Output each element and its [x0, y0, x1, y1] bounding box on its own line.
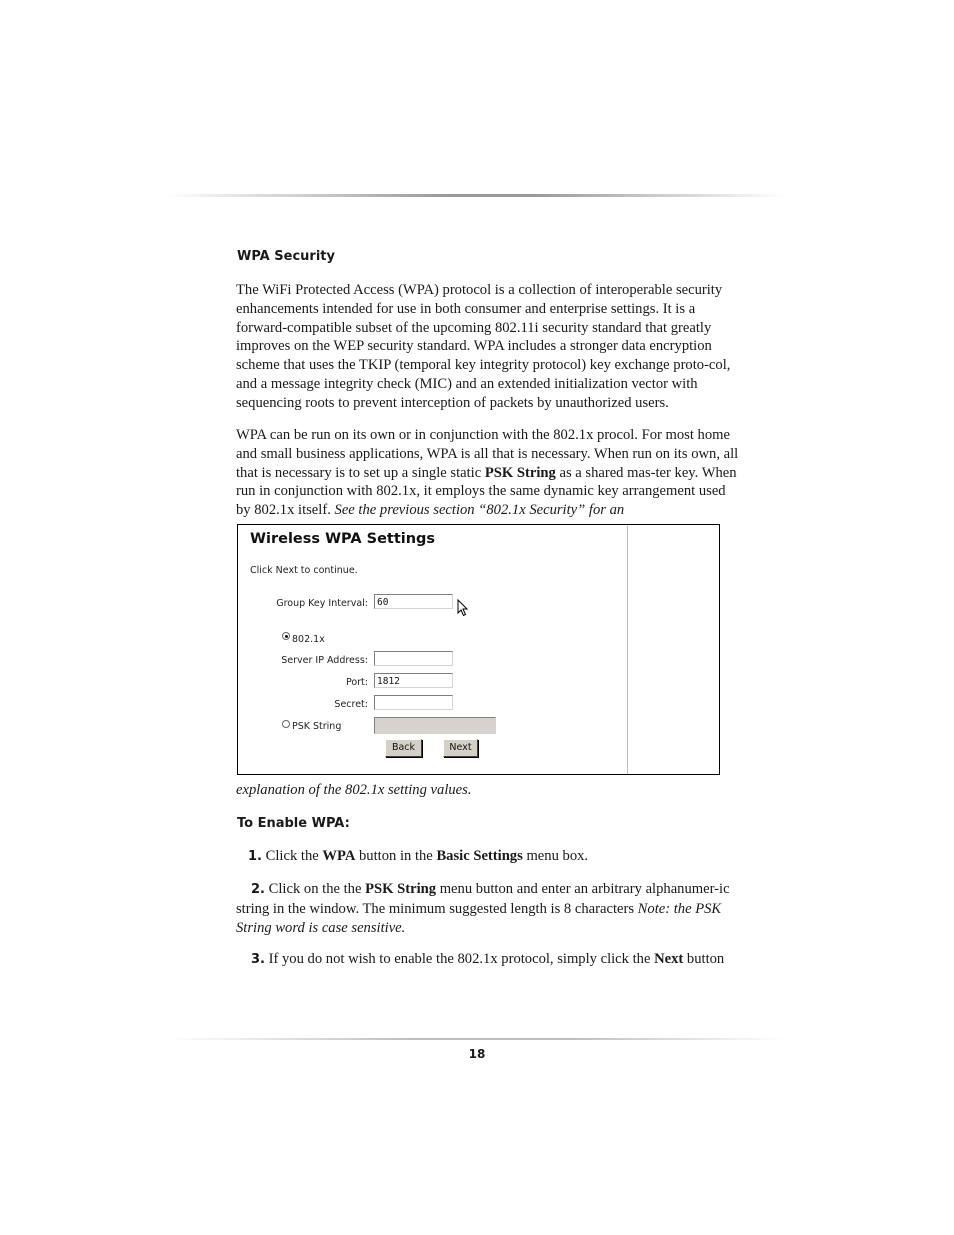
- back-button[interactable]: Back: [385, 739, 422, 757]
- next-button[interactable]: Next: [443, 739, 478, 757]
- para2-text-a: WPA can be run on its own or in conjunction with the 802.1x procol. For most home and small business applications, WPA is all that is necessary. When run on its own, all that is necessary is to set up a single static: [236, 427, 739, 481]
- step-1-text-e: menu box.: [522, 848, 589, 864]
- secret-input[interactable]: [374, 695, 453, 710]
- panel-hint: Click Next to continue.: [250, 565, 358, 576]
- step-2-text-a: Click on the the: [264, 881, 366, 897]
- step-3-text-a: If you do not wish to enable the 802.1x protocol, simply click the: [264, 951, 655, 967]
- page-number: 18: [468, 1047, 486, 1061]
- para2-text-c: as a shared mas-ter key. When run in conjunction with 802.1x, it employs the same dynamic key arrangement used by 802.1x itself.: [236, 464, 737, 519]
- port-input[interactable]: 1812: [374, 673, 453, 688]
- radio-psk-string[interactable]: [282, 720, 290, 728]
- step-2-number: 2.: [251, 882, 265, 897]
- step-2-note: Note: the PSK String word is case sensitive.: [236, 900, 722, 936]
- secret-label: Secret:: [334, 699, 368, 710]
- step-1-wpa-term: WPA: [322, 848, 356, 864]
- mouse-cursor-icon: [457, 599, 468, 617]
- step-3-text-c: button: [683, 951, 725, 967]
- radio-8021x[interactable]: [282, 632, 290, 640]
- wpa-modes-paragraph: [236, 426, 741, 520]
- psk-string-term: PSK String: [484, 464, 556, 481]
- bottom-rule: [170, 1038, 785, 1040]
- panel-title: Wireless WPA Settings: [250, 531, 436, 547]
- section-heading: WPA Security: [237, 249, 335, 264]
- step-1-text-a: Click the: [261, 848, 323, 864]
- top-rule: [165, 194, 785, 197]
- step-1-text-c: button in the: [355, 848, 437, 864]
- step-1-number: 1.: [248, 849, 262, 864]
- step-3: [236, 950, 741, 970]
- radio-8021x-label: 802.1x: [292, 634, 325, 645]
- psk-string-input[interactable]: [374, 717, 496, 734]
- step-3-next-term: Next: [654, 951, 684, 967]
- port-label: Port:: [345, 677, 368, 688]
- steps-heading: To Enable WPA:: [237, 816, 350, 831]
- step-1-basic-settings-term: Basic Settings: [436, 848, 523, 864]
- step-1: [236, 847, 741, 867]
- group-key-input[interactable]: 60: [374, 594, 453, 609]
- continuation-text: explanation of the 802.1x setting values.: [236, 782, 472, 798]
- step-2-psk-string-term: PSK String: [365, 881, 437, 897]
- explanation-continuation: [236, 781, 741, 800]
- panel-divider: [627, 525, 628, 774]
- step-2-text-c: menu button and enter an arbitrary alphanumer-ic string in the window. The minimum suggested length is 8 characters: [236, 881, 730, 917]
- intro-text: The WiFi Protected Access (WPA) protocol is a collection of interoperable security enhancements intended for use in both consumer and enterprise settings. It is a forward-compatible subset of the upcoming 802.11i security standard that greatly improves on the WEP security standard. WPA includes a stronger data encryption scheme that uses the TKIP (temporal key integrity protocol) key exchange proto-col, and a message integrity check (MIC) and an extended initialization vector with sequencing roots to prevent interception of packets by unauthorized users.: [236, 282, 731, 411]
- radio-psk-string-label: PSK String: [292, 721, 342, 732]
- wpa-settings-screenshot: [237, 524, 720, 775]
- intro-paragraph: [236, 281, 741, 413]
- server-ip-input[interactable]: [374, 651, 453, 666]
- step-2: [236, 880, 741, 937]
- step-3-number: 3.: [251, 952, 265, 967]
- group-key-label: Group Key Interval:: [276, 598, 368, 609]
- server-ip-label: Server IP Address:: [281, 655, 368, 666]
- see-previous-section-note: See the previous section “802.1x Security” for an: [334, 502, 625, 519]
